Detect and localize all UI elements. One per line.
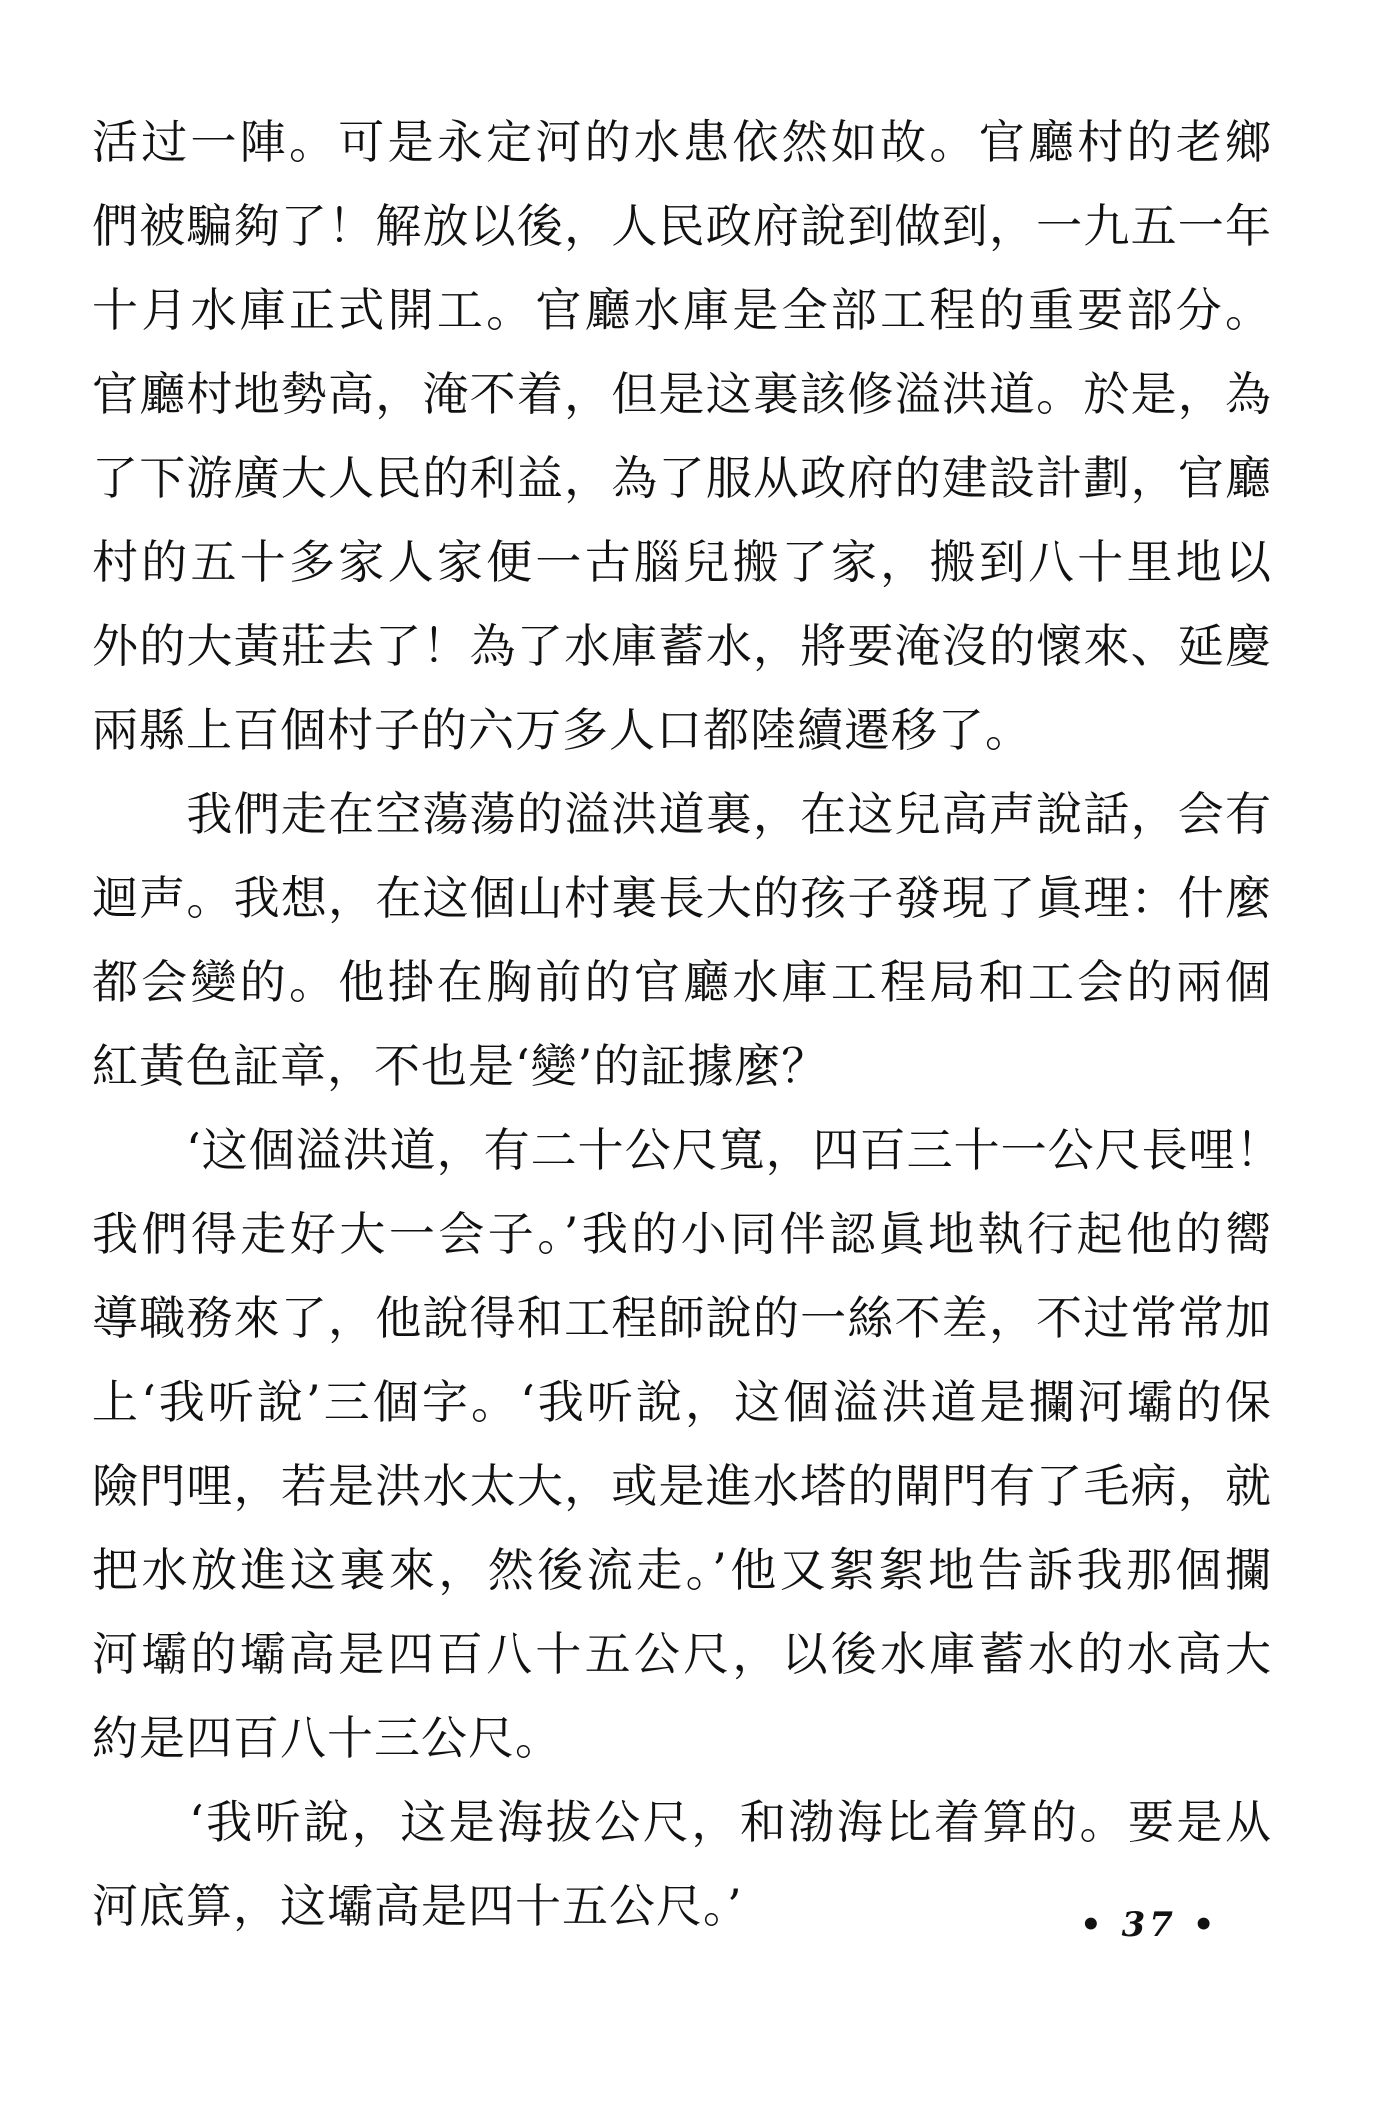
- text-line: 我們得走好大一会子。’我的小同伴認眞地執行起他的嚮: [92, 1207, 1272, 1261]
- text-line: ‘我听說，这是海拔公尺，和渤海比着算的。要是从: [92, 1795, 1272, 1849]
- text-line: 約是四百八十三公尺。: [92, 1711, 562, 1765]
- text-line: 把水放進这裏來，然後流走。’他又絮絮地告訴我那個攔: [92, 1543, 1272, 1597]
- page-number: • 37 •: [1080, 1905, 1219, 1945]
- text-line: 河底算，这壩高是四十五公尺。’: [92, 1879, 743, 1933]
- text-line: ‘这個溢洪道，有二十公尺寬，四百三十一公尺長哩！: [92, 1123, 1283, 1177]
- text-line: 我們走在空蕩蕩的溢洪道裏，在这兒高声說話，会有: [92, 787, 1272, 841]
- text-line: 外的大黃莊去了！為了水庫蓄水，將要淹沒的懷來、延慶: [92, 619, 1272, 673]
- text-line: 迴声。我想，在这個山村裏長大的孩子發現了眞理：什麼: [92, 871, 1272, 925]
- text-line: 了下游廣大人民的利益，為了服从政府的建設計劃，官廳: [92, 451, 1272, 505]
- text-line: 險門哩，若是洪水太大，或是進水塔的閘門有了毛病，就: [92, 1459, 1272, 1513]
- text-line: 紅黃色証章，不也是‘變’的証據麼？: [92, 1039, 829, 1093]
- text-line: 導職務來了，他說得和工程師說的一絲不差，不过常常加: [92, 1291, 1272, 1345]
- text-line: 河壩的壩高是四百八十五公尺，以後水庫蓄水的水高大: [92, 1627, 1272, 1681]
- text-line: 上‘我听說’三個字。‘我听說，这個溢洪道是攔河壩的保: [92, 1375, 1272, 1429]
- text-line: 官廳村地勢高，淹不着，但是这裏該修溢洪道。於是，為: [92, 367, 1272, 421]
- text-line: 兩縣上百個村子的六万多人口都陸續遷移了。: [92, 703, 1032, 757]
- text-line: 都会變的。他掛在胸前的官廳水庫工程局和工会的兩個: [92, 955, 1272, 1009]
- page-body: [92, 100, 1283, 1948]
- text-line: 十月水庫正式開工。官廳水庫是全部工程的重要部分。: [92, 283, 1272, 337]
- text-line: 村的五十多家人家便一古腦兒搬了家，搬到八十里地以: [92, 535, 1272, 589]
- text-line: 們被騙夠了！解放以後，人民政府說到做到，一九五一年: [92, 199, 1272, 253]
- text-line: 活过一陣。可是永定河的水患依然如故。官廳村的老鄉: [92, 115, 1272, 169]
